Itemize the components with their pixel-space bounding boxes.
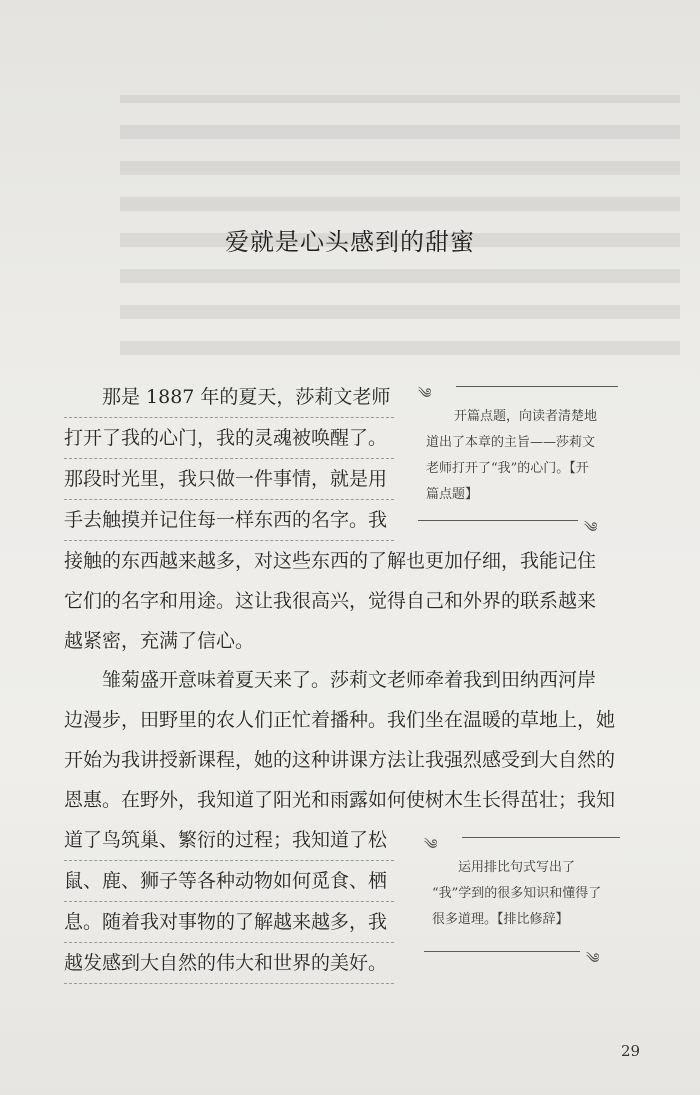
note-line: 很多道理。【排比修辞】 (432, 912, 569, 927)
note-line: 运用排比句式写出了 (458, 860, 576, 875)
page-number: 29 (621, 1042, 641, 1060)
paragraph-2 (64, 660, 615, 984)
paragraph-line: 越紧密，充满了信心。 (64, 630, 255, 652)
ornament-icon: ༄ (586, 951, 600, 967)
paragraph-line: 息。随着我对事物的了解越来越多，我 (64, 902, 394, 943)
note-2-top-rule (424, 831, 620, 853)
ornament-icon: ༄ (584, 520, 598, 536)
rule-line (462, 837, 620, 838)
paragraph-line: 它们的名字和用途。这让我很高兴，觉得自己和外界的联系越来 (64, 590, 597, 612)
paragraph-line: 边漫步，田野里的农人们正忙着播种。我们坐在温暖的草地上，她 (64, 709, 616, 731)
note-line: 老师打开了“我”的心门。【开 (426, 461, 589, 476)
paragraph-line: 雏菊盛开意味着夏天来了。莎莉文老师牵着我到田纳西河岸 (102, 669, 597, 691)
ornament-icon: ༄ (424, 837, 438, 853)
paragraph-line: 手去触摸并记住每一样东西的名字。我 (64, 500, 394, 541)
side-note-2 (432, 855, 622, 933)
rule-line (418, 520, 578, 521)
ornament-icon: ༄ (418, 386, 432, 402)
paragraph-line: 打开了我的心门，我的灵魂被唤醒了。 (64, 418, 394, 459)
paragraph-line: 鼠、鹿、狮子等各种动物如何觅食、栖 (64, 861, 394, 902)
chapter-title: 爱就是心头感到的甜蜜 (225, 228, 475, 256)
side-note-1 (426, 404, 626, 508)
paragraph-line: 那是 1887 年的夏天，莎莉文老师 (64, 377, 394, 418)
note-line: 篇点题】 (426, 487, 479, 502)
rule-line (424, 951, 580, 952)
note-line: 开篇点题，向读者清楚地 (454, 409, 598, 424)
rule-line (456, 386, 618, 387)
note-line: 道出了本章的主旨——莎莉文 (426, 435, 596, 450)
paragraph-line: 接触的东西越来越多，对这些东西的了解也更加仔细，我能记住 (64, 550, 597, 572)
paragraph-line: 道了鸟筑巢、繁衍的过程；我知道了松 (64, 820, 394, 861)
note-1-top-rule (418, 380, 618, 402)
note-2-bottom-rule (424, 945, 620, 967)
paragraph-line: 恩惠。在野外，我知道了阳光和雨露如何使树木生长得茁壮；我知 (64, 789, 616, 811)
paragraph-line: 那段时光里，我只做一件事情，就是用 (64, 459, 394, 500)
note-line: “我”学到的很多知识和懂得了 (432, 886, 602, 901)
paragraph-line: 越发感到大自然的伟大和世界的美好。 (64, 943, 394, 984)
paragraph-line: 开始为我讲授新课程，她的这种讲课方法让我强烈感受到大自然的 (64, 749, 616, 771)
note-1-bottom-rule (418, 514, 618, 536)
